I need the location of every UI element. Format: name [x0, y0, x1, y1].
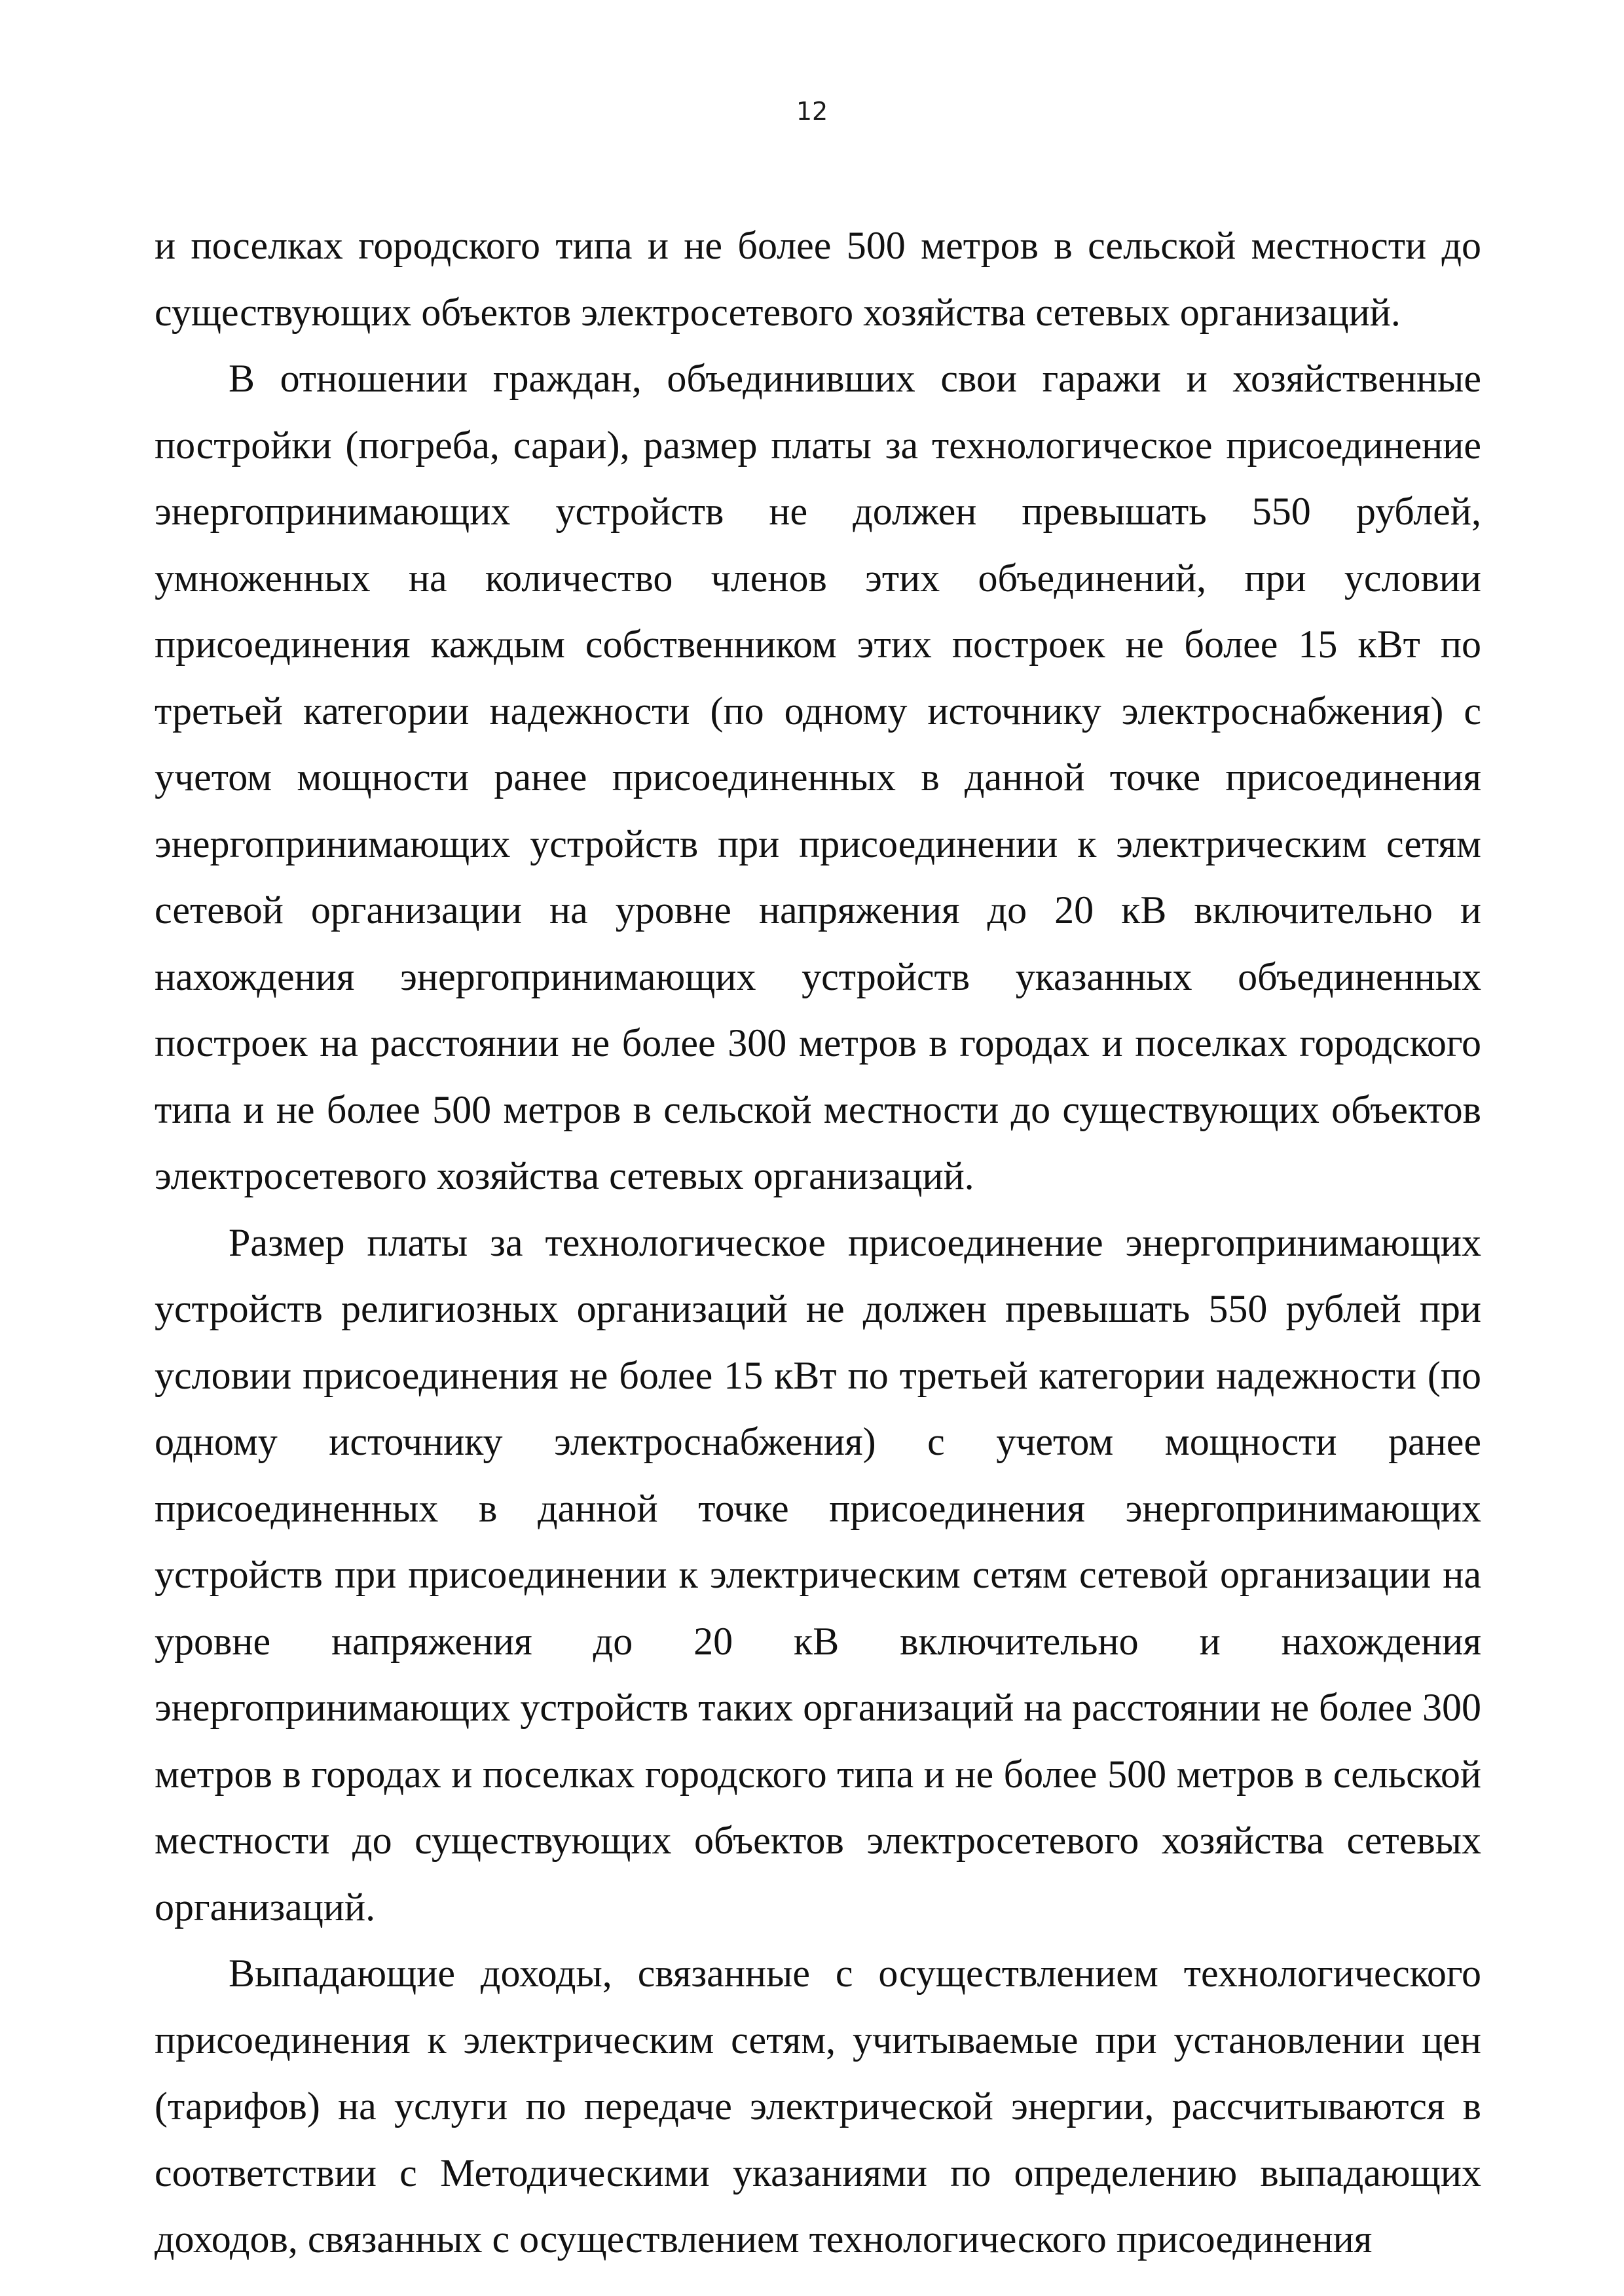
page-number: 12 [796, 97, 828, 126]
paragraph-continuation: и поселках городского типа и не более 500 метров в сельской местности до существующих объектов электросетевого хозяйства сетевых организаций. [155, 224, 1481, 334]
paragraph-garages: В отношении граждан, объединивших свои гаражи и хозяйственные постройки (погреба, сараи), размер платы за технологическое присоединение энергопринимающих устройств не должен превышать 550 рублей, умноженных на количество членов этих объединений, при условии присоединения каждым собственником этих построек не более 15 кВт по третьей категории надежности (по одному источнику электроснабжения) с учетом мощности ранее присоединенных в данной точке присоединения энергопринимающих устройств при присоединении к электрическим сетям сетевой организации на уровне напряжения до 20 кВ включительно и нахождения энергопринимающих устройств указанных объединенных построек на расстоянии не более 300 метров в городах и поселках городского типа и не более 500 метров в сельской местности до существующих объектов электросетевого хозяйства сетевых организаций. [155, 357, 1481, 1197]
paragraph-religious-organizations: Размер платы за технологическое присоединение энергопринимающих устройств религиозных организаций не должен превышать 550 рублей при условии присоединения не более 15 кВт по третьей категории надежности (по одному источнику электроснабжения) с учетом мощности ранее присоединенных в данной точке присоединения энергопринимающих устройств при присоединении к электрическим сетям сетевой организации на уровне напряжения до 20 кВ включительно и нахождения энергопринимающих устройств таких организаций на расстоянии не более 300 метров в городах и поселках городского типа и не более 500 метров в сельской местности до существующих объектов электросетевого хозяйства сетевых организаций. [155, 1220, 1481, 1929]
paragraph-lost-revenue: Выпадающие доходы, связанные с осуществлением технологического присоединения к электрическим сетям, учитываемые при установлении цен (тарифов) на услуги по передаче электрической энергии, рассчитываются в соответствии с Методическими указаниями по определению выпадающих доходов, связанных с осуществлением технологического присоединения [155, 1952, 1481, 2261]
document-body [155, 213, 1481, 2273]
